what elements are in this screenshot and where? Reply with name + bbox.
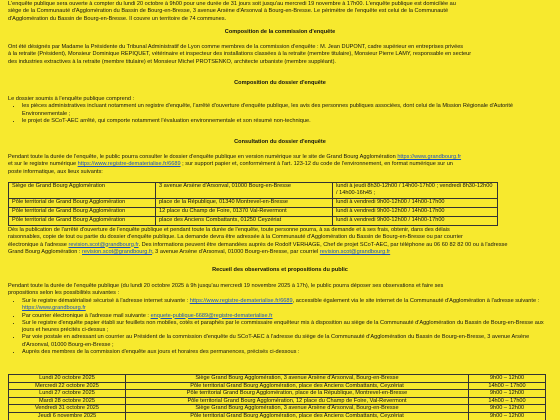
table-row — [9, 405, 546, 413]
consultation-paragraph — [8, 154, 552, 176]
commission-heading: Composition de la commission d'enquête — [224, 29, 336, 35]
table-row — [9, 208, 498, 217]
scot-email-link[interactable]: revision.scot@grandbourg.fr — [68, 241, 139, 248]
copy-line — [8, 242, 552, 249]
commission-line: à la retraite (Président), Monsieur Dominique REPIQUET, vétérinaire et inspecteur des installations classées à la retraite (membre titulaire), Monsieur Pierre LAMY, responsable en secteur — [8, 51, 472, 58]
intro-line: L'enquête publique sera ouverte à compter du lundi 20 octobre à 9h00 pour une durée de 31 jours soit jusqu'au mercredi 19 novembre à 17h00. L'enquête publique est domiciliée au — [8, 1, 456, 7]
table-row — [9, 217, 498, 226]
recueil-paragraph — [8, 283, 552, 298]
permanence-heure: 9h00 – 12h00 — [469, 405, 546, 413]
intro-line: siège de la Communauté d'Agglomération du Bassin de Bourg-en-Bresse, 3 avenue Arsène d'Arsonval à Bourg-en-Bresse. Le périmètre de l'enquête est celui de la Communauté — [8, 8, 449, 15]
commission-line: Ont été désignés par Madame la Présidente du Tribunal Administratif de Lyon comme membres de la commission d'enquête : M. Jean DUPONT, cadre supérieur en entreprises privées — [8, 44, 464, 50]
recueil-item: • Sur le registre d'enquête papier établi sur feuillets non mobiles, cotés et paraphés par le commissaire enquêteur mis à disposition au siège de la Communauté d'Agglomération du Bassin de Bourg-en-Bresse aux jours et heures précités ci-dessus ; — [22, 320, 552, 335]
table-row — [9, 183, 498, 199]
copy-text: Grand Bourg Agglomération : — [8, 248, 81, 255]
commission-line: des industries extractives à la retraite (membre titulaire) et Monsieur Michel PROTSENKO, architecte urbaniste (membre suppléant). — [8, 58, 336, 65]
recueil-item: • Par voie postale en adressant un courrier au Président de la commission d'enquête du SCoT-AEC à l'adresse du siège de la Communauté d'Agglomération du Bassin de Bourg-en-Bresse, 3 avenue Arsène d'Arsonval, 01000 Bourg-en-Bresse ; — [22, 334, 552, 349]
dossier-intro: Le dossier soumis à l'enquête publique comprend : — [8, 96, 135, 102]
grandbourg-link[interactable]: https://www.grandbourg.fr — [22, 305, 86, 312]
permanence-lieu: Pôle territorial Grand Bourg Agglomération, place des Anciens Combattants, Ceyzériat — [126, 382, 469, 390]
dossier-heading: Composition du dossier d'enquête — [234, 80, 326, 86]
table-cell-lieu: Pôle territorial de Grand Bourg Agglomération — [9, 199, 156, 208]
permanence-lieu: Siège Grand Bourg Agglomération, 3 avenue Arsène d'Arsonval, Bourg-en-Bresse — [126, 405, 469, 413]
permanence-heure: 9h00 – 12h00 — [469, 412, 546, 420]
table-cell-adresse: place des Anciens Combattants, 01250 Ceyzériat — [156, 217, 333, 226]
dossier-item: • les pièces administratives incluant notamment un registre d'enquête, l'arrêté d'ouverture d'enquête publique, les avis des personnes publiques associées, dont celui de la Mission Régionale d'Autorité Environnementale ; — [22, 103, 552, 118]
permanence-date: Vendredi 31 octobre 2025 — [9, 405, 126, 413]
recueil-item — [22, 298, 552, 313]
copy-line: raisonnables, copie de tout ou partie du dossier d'enquête publique. La demande devra être adressée à la Communauté d'Agglomération du Bassin de Bourg-en-Bresse ou par courrier — [8, 234, 463, 241]
permanence-table — [8, 374, 546, 420]
permanence-lieu: Pôle territorial Grand Bourg Agglomération, place des Anciens Combattants, Ceyzériat — [126, 412, 469, 420]
permanence-date: Mercredi 22 octobre 2025 — [9, 382, 126, 390]
table-cell-horaires: lundi à jeudi 8h30-12h00 / 14h00-17h00 ; vendredi 8h30-12h00 / 14h00-16h45 ; — [333, 183, 498, 199]
copy-text: électronique à l'adresse — [8, 241, 67, 248]
permanence-heure: 9h00 – 12h00 — [469, 390, 546, 398]
permanence-date: Lundi 20 octobre 2025 — [9, 375, 126, 383]
copy-text: , 3 avenue Arsène d'Arsonval, 01000 Bourg-en-Bresse, par courriel — [152, 248, 319, 255]
consultation-table — [8, 182, 498, 226]
consultation-text: et sur le registre numérique — [8, 161, 77, 168]
copy-request-paragraph — [8, 227, 552, 256]
consultation-text: Pendant toute la durée de l'enquête, le public pourra consulter le dossier d'enquête publique en version numérique sur le site de Grand Bourg Agglomération — [8, 154, 396, 160]
recueil-line: Pendant toute la durée de l'enquête publique (du lundi 20 octobre 2025 à 9h jusqu'au mercredi 19 novembre 2025 à 17h), le public pourra déposer ses observations et faire ses — [8, 283, 444, 289]
table-row — [9, 375, 546, 383]
recueil-line: propositions selon les possibilités suivantes : — [8, 290, 120, 297]
permanence-heure: 14h00 – 17h00 — [469, 397, 546, 405]
table-cell-horaires: lundi à vendredi 9h00-12h00 / 14h00-17h00 — [333, 217, 498, 226]
consultation-text: ; sur support papier et, conformément à l'art. 123-12 du code de l'environnement, en format numérique sur un — [182, 161, 453, 168]
scot-email-link[interactable]: revision.scot@grandbourg.fr — [82, 248, 153, 255]
permanence-heure: 14h00 – 17h00 — [469, 382, 546, 390]
table-row — [9, 199, 498, 208]
copy-text: . Des informations peuvent être demandées auprès de Rodolf VERHAGE, Chef de projet SCoT-AEC, par téléphone au 06 60 82 82 00 ou à l'adresse — [138, 241, 508, 248]
permanence-heure: 9h00 – 12h00 — [469, 375, 546, 383]
recueil-list-wrap — [8, 298, 552, 356]
consultation-line — [8, 161, 552, 168]
grandbourg-link[interactable]: https://www.grandbourg.fr — [397, 154, 462, 160]
table-row — [9, 412, 546, 420]
table-cell-horaires: lundi à vendredi 9h00-12h00 / 14h00-17h00 — [333, 208, 498, 217]
recueil-heading: Recueil des observations et propositions du public — [212, 267, 348, 273]
table-cell-adresse: 3 avenue Arsène d'Arsonval, 01000 Bourg-en-Bresse — [156, 183, 333, 199]
recueil-item-text: , accessible également via le site internet de la Communauté d'Agglomération à l'adresse suivante : — [292, 298, 540, 304]
registre-email-link[interactable]: enquete-publique-6689@registre-dematerialise.fr — [150, 312, 273, 319]
table-row — [9, 390, 546, 398]
table-row — [9, 397, 546, 405]
dossier-item: • le projet de SCoT-AEC arrêté, qui comporte notamment l'évaluation environnementale et son résumé non-technique. — [22, 118, 552, 125]
consultation-heading: Consultation du dossier d'enquête — [234, 139, 326, 145]
table-row — [9, 382, 546, 390]
recueil-item — [22, 313, 552, 320]
consultation-line: poste informatique, aux lieux suivants: — [8, 168, 103, 175]
table-cell-lieu: Pôle territorial de Grand Bourg Agglomération — [9, 217, 156, 226]
permanence-lieu: Siège Grand Bourg Agglomération, 3 avenue Arsène d'Arsonval, Bourg-en-Bresse — [126, 375, 469, 383]
permanence-date: Mardi 28 octobre 2025 — [9, 397, 126, 405]
intro-paragraph — [8, 1, 552, 23]
recueil-item: • Auprès des membres de la commission d'enquête aux jours et horaires des permanences, précisés ci-dessous : — [22, 349, 552, 356]
recueil-list — [8, 298, 552, 356]
copy-line — [8, 249, 552, 256]
registre-link[interactable]: https://www.registre-dematerialise.fr/6689 — [77, 161, 181, 168]
permanence-date: Jeudi 6 novembre 2025 — [9, 412, 126, 420]
permanence-lieu: Pôle territorial Grand Bourg Agglomération, place de la République, Montrevel-en-Bresse — [126, 390, 469, 398]
table-cell-lieu: Pôle territorial de Grand Bourg Agglomération — [9, 208, 156, 217]
recueil-item-text: Sur le registre dématérialisé sécurisé à l'adresse internet suivante : — [22, 298, 189, 304]
commission-paragraph — [8, 44, 552, 66]
table-cell-adresse: 12 place du Champ de Foire, 01370 Val-Revermont — [156, 208, 333, 217]
permanence-lieu: Pôle territorial Grand Bourg Agglomération, 12 place du Champ de Foire, Val-Revermont — [126, 397, 469, 405]
registre-link[interactable]: https://www.registre-dematerialise.fr/6689 — [189, 298, 293, 304]
permanence-date: Lundi 27 octobre 2025 — [9, 390, 126, 398]
table-cell-horaires: lundi à vendredi 9h00-12h00 / 14h00-17h00 — [333, 199, 498, 208]
intro-line: d'Agglomération du Bassin de Bourg-en-Bresse. Il couvre un territoire de 74 communes. — [8, 15, 227, 22]
recueil-item-text: Par courrier électronique à l'adresse mail suivante : — [22, 312, 149, 319]
table-cell-lieu: Siège de Grand Bourg Agglomération — [9, 183, 156, 199]
table-cell-adresse: place de la République, 01340 Montrevel-en-Bresse — [156, 199, 333, 208]
scot-email-link[interactable]: revision.scot@grandbourg.fr — [319, 248, 391, 255]
consultation-line — [8, 154, 552, 161]
dossier-list — [8, 103, 552, 125]
copy-line: Dès la publication de l'arrêté d'ouverture de l'enquête publique et pendant toute la durée de l'enquête, toute personne pourra, à sa demande et à ses frais, obtenir, dans des délais — [8, 227, 450, 233]
dossier-section — [8, 96, 552, 125]
